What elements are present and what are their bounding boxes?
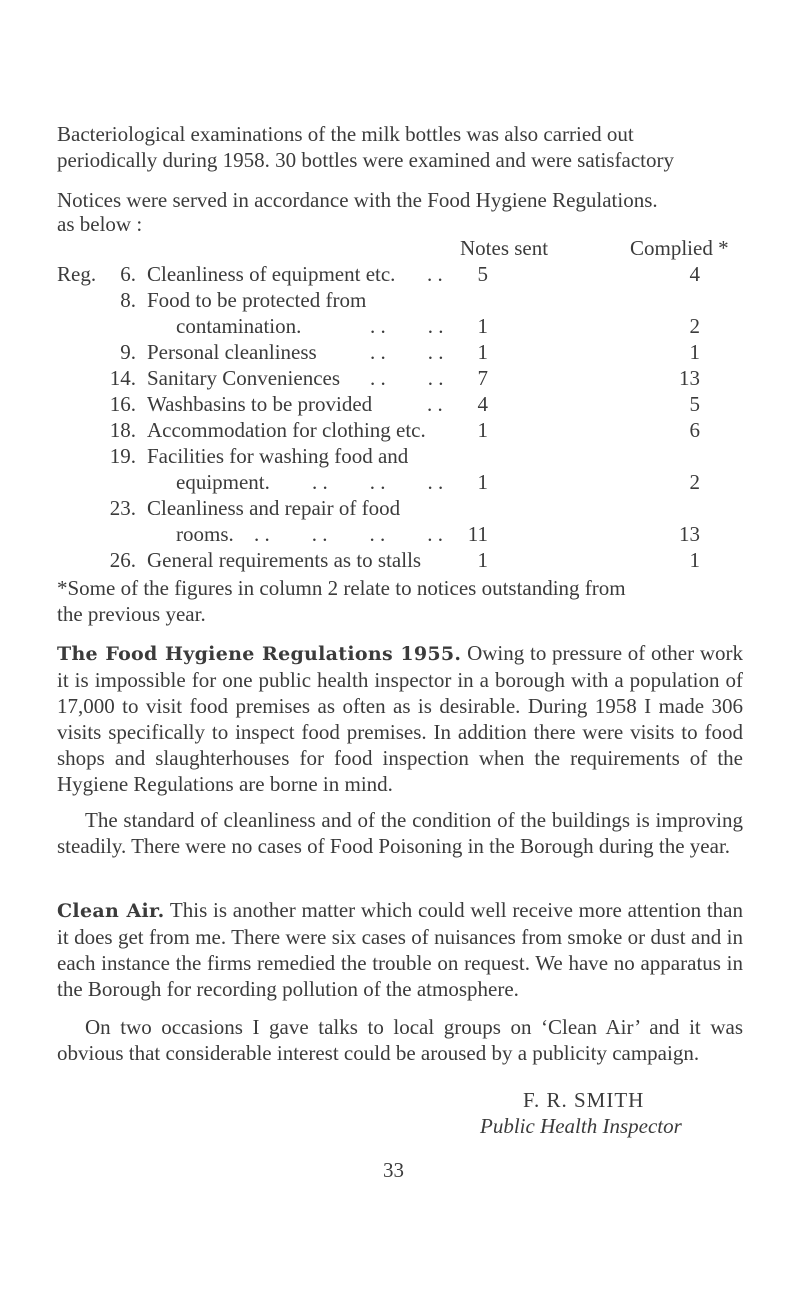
standard-paragraph: The standard of cleanliness and of the condition of the buildings is improving steadily. There were no cases of Food Poisoning in the Borough during the year. — [57, 808, 743, 858]
table-row-desc-cont: equipment. — [176, 470, 270, 494]
clean-air-paragraph — [57, 897, 743, 1002]
table-row-dots: . . . . . . . . — [254, 522, 443, 546]
table-row-desc-cont: rooms. — [176, 522, 234, 546]
intro-line-1: Bacteriological examinations of the milk bottles was also carried out — [57, 122, 634, 146]
table-row-desc: Washbasins to be provided — [147, 392, 373, 416]
table-row-desc-cont: contamination. — [176, 314, 302, 338]
notices-line-2: as below : — [57, 212, 143, 236]
food-hygiene-text: Owing to pressure of other work it is impossible for one public health inspector in a borough with a population of 17,000 to visit food premises as often as is desirable. During 1958 I made 306 visits specifically to inspect food premises. In addition there were visits to food shops and slaughterhouses for food inspection when the requirements of the Hygiene Regulations are borne in mind. — [57, 641, 743, 796]
table-row-sent: 1 — [477, 470, 488, 494]
table-row-sent: 1 — [477, 548, 488, 572]
table-row-complied: 2 — [689, 470, 700, 494]
table-row-num: 9. — [120, 340, 136, 364]
table-row-complied: 1 — [689, 548, 700, 572]
table-row-complied: 4 — [689, 262, 700, 286]
footnote-line-1: *Some of the figures in column 2 relate to notices outstanding from — [57, 576, 626, 600]
header-notes-sent: Notes sent — [460, 236, 549, 260]
table-row-desc: Facilities for washing food and — [147, 444, 409, 468]
food-hygiene-heading: The Food Hygiene Regulations 1955. — [57, 643, 462, 665]
table-row-desc: Food to be protected from — [147, 288, 367, 312]
table-row-desc: Cleanliness and repair of food — [147, 496, 401, 520]
table-row-dots: . . . . — [370, 340, 444, 364]
food-hygiene-paragraph — [57, 640, 743, 797]
table-row-num: 8. — [120, 288, 136, 312]
table-row-dots: . . — [427, 392, 443, 416]
table-row-num: 16. — [109, 392, 136, 416]
table-row-num: 18. — [109, 418, 136, 442]
footnote-line-2: the previous year. — [57, 602, 206, 626]
intro-line-2: periodically during 1958. 30 bottles were examined and were satisfactory — [57, 148, 674, 172]
table-row-dots: . . . . . . — [312, 470, 444, 494]
table-row-complied: 13 — [679, 522, 700, 546]
table-row-num: 6. — [120, 262, 136, 286]
table-row-dots: . . — [427, 262, 443, 286]
reg-prefix: Reg. — [57, 262, 97, 286]
table-row-num: 14. — [109, 366, 136, 390]
table-row-sent: 1 — [477, 340, 488, 364]
table-row-desc: Personal cleanliness — [147, 340, 317, 364]
table-row-complied: 5 — [689, 392, 700, 416]
table-row-sent: 1 — [477, 314, 488, 338]
talks-paragraph: On two occasions I gave talks to local groups on ‘Clean Air’ and it was obvious that considerable interest could be aroused by a publicity campaign. — [57, 1015, 743, 1065]
notices-line-1: Notices were served in accordance with the Food Hygiene Regulations. — [57, 188, 658, 212]
table-row-complied: 13 — [679, 366, 700, 390]
table-row-complied: 6 — [689, 418, 700, 442]
table-row-num: 26. — [109, 548, 136, 572]
table-row-desc: General requirements as to stalls — [147, 548, 422, 572]
table-row-sent: 4 — [477, 392, 488, 416]
page-number: 33 — [383, 1158, 404, 1182]
table-row-dots: . . . . — [370, 314, 444, 338]
table-row-sent: 1 — [477, 418, 488, 442]
table-row-num: 23. — [109, 496, 136, 520]
table-row-sent: 11 — [467, 522, 488, 546]
clean-air-heading: Clean Air. — [57, 900, 165, 922]
table-row-complied: 2 — [689, 314, 700, 338]
table-row-sent: 5 — [477, 262, 488, 286]
signature-name: F. R. SMITH — [523, 1088, 645, 1112]
table-row-desc: Cleanliness of equipment etc. — [147, 262, 396, 286]
table-row-desc: Accommodation for clothing etc. — [147, 418, 426, 442]
signature-title: Public Health Inspector — [480, 1114, 682, 1138]
table-row-dots: . . . . — [370, 366, 444, 390]
table-row-desc: Sanitary Conveniences — [147, 366, 341, 390]
header-complied: Complied * — [630, 236, 729, 260]
clean-air-text: This is another matter which could well receive more attention than it does get from me. There were six cases of nuisances from smoke or dust and in each instance the firms remedied the trouble on request. We have no apparatus in the Borough for recording pollution of the atmosphere. — [57, 898, 743, 1001]
table-row-complied: 1 — [689, 340, 700, 364]
table-row-num: 19. — [109, 444, 136, 468]
table-row-sent: 7 — [477, 366, 488, 390]
